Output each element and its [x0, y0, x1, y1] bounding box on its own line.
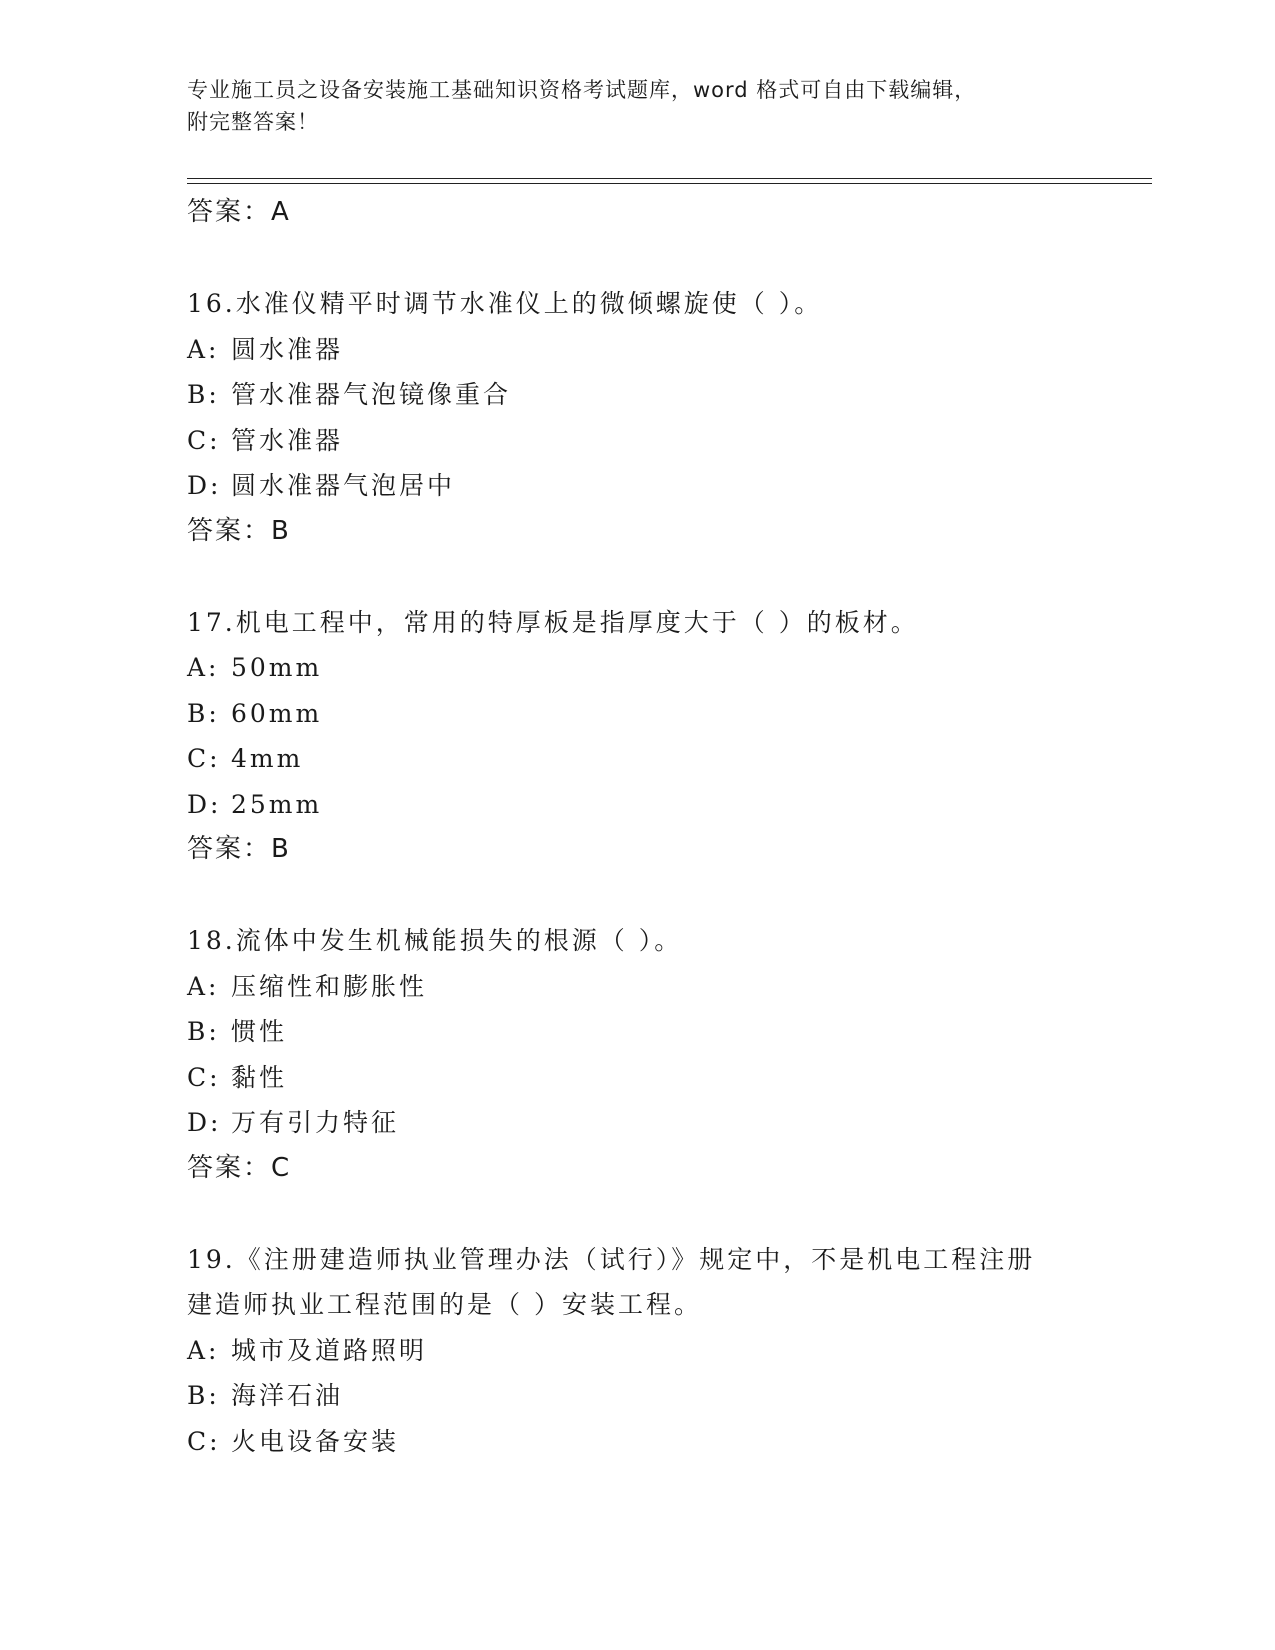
- option-label: C:: [187, 425, 221, 455]
- question-stem-line-1: 19.《注册建造师执业管理办法（试行）》规定中，不是机电工程注册: [187, 1244, 1036, 1274]
- option-label: C:: [187, 744, 221, 773]
- option-b: [187, 691, 1087, 737]
- option-d: [187, 1100, 1087, 1146]
- option-label: A:: [187, 971, 220, 1001]
- question-stem-line-2: 建造师执业工程范围的是（ ）安装工程。: [187, 1290, 702, 1319]
- question-18: [187, 918, 1087, 1191]
- question-stem: 18.流体中发生机械能损失的根源（ ）。: [187, 926, 683, 955]
- answer: 答案：C: [187, 1152, 292, 1183]
- answer: 答案：B: [187, 834, 291, 864]
- option-a: [187, 964, 1087, 1010]
- spacer: [187, 1191, 1087, 1237]
- option-label: C:: [187, 1062, 221, 1092]
- header-rule-top: [187, 178, 1152, 179]
- spacer: [187, 236, 1087, 282]
- option-b: [187, 1009, 1087, 1055]
- option-label: D:: [187, 789, 222, 819]
- option-label: A:: [187, 653, 220, 682]
- option-text: 惯性: [231, 1017, 288, 1046]
- option-d: [187, 463, 1087, 509]
- answer: 答案：B: [187, 515, 291, 546]
- option-text: 圆水准器气泡居中: [231, 471, 456, 500]
- option-c: [187, 1055, 1087, 1101]
- question-stem: 16.水准仪精平时调节水准仪上的微倾螺旋使（ ）。: [187, 289, 823, 318]
- option-label: B:: [187, 1017, 220, 1046]
- spacer: [187, 873, 1087, 919]
- option-b: [187, 372, 1087, 418]
- option-label: A:: [187, 334, 220, 364]
- option-text: 管水准器: [231, 425, 344, 455]
- option-text: 50mm: [231, 653, 323, 682]
- option-text: 4mm: [231, 744, 304, 773]
- option-c: [187, 736, 1087, 782]
- option-text: 城市及道路照明: [231, 1335, 428, 1365]
- question-content: [187, 190, 1087, 1464]
- page-header: [187, 74, 1067, 138]
- option-c: [187, 418, 1087, 464]
- option-a: [187, 645, 1087, 691]
- option-text: 60mm: [231, 698, 323, 728]
- option-label: B:: [187, 1381, 220, 1410]
- question-17: [187, 600, 1087, 873]
- option-text: 管水准器气泡镜像重合: [231, 380, 512, 409]
- option-label: B:: [187, 380, 220, 409]
- option-label: A:: [187, 1335, 220, 1365]
- option-text: 25mm: [231, 789, 323, 819]
- previous-answer: 答案：A: [187, 197, 291, 227]
- option-b: [187, 1373, 1087, 1419]
- header-title-line-1: 专业施工员之设备安装施工基础知识资格考试题库，word 格式可自由下载编辑，: [187, 78, 977, 102]
- option-d: [187, 782, 1087, 828]
- option-text: 黏性: [231, 1062, 288, 1092]
- option-a: [187, 327, 1087, 373]
- option-label: C:: [187, 1426, 221, 1456]
- option-text: 压缩性和膨胀性: [231, 971, 428, 1001]
- question-16: [187, 281, 1087, 554]
- question-19: [187, 1237, 1087, 1465]
- option-label: B:: [187, 698, 220, 728]
- option-label: D:: [187, 1108, 222, 1137]
- option-a: [187, 1328, 1087, 1374]
- option-text: 火电设备安装: [231, 1426, 400, 1456]
- question-stem: 17.机电工程中，常用的特厚板是指厚度大于（ ）的板材。: [187, 607, 919, 637]
- option-label: D:: [187, 471, 222, 500]
- option-text: 圆水准器: [231, 334, 344, 364]
- header-rule-bottom: [187, 183, 1152, 184]
- option-text: 万有引力特征: [231, 1108, 400, 1137]
- header-title-line-2: 附完整答案！: [187, 110, 319, 134]
- spacer: [187, 554, 1087, 600]
- option-text: 海洋石油: [231, 1381, 344, 1410]
- option-c: [187, 1419, 1087, 1465]
